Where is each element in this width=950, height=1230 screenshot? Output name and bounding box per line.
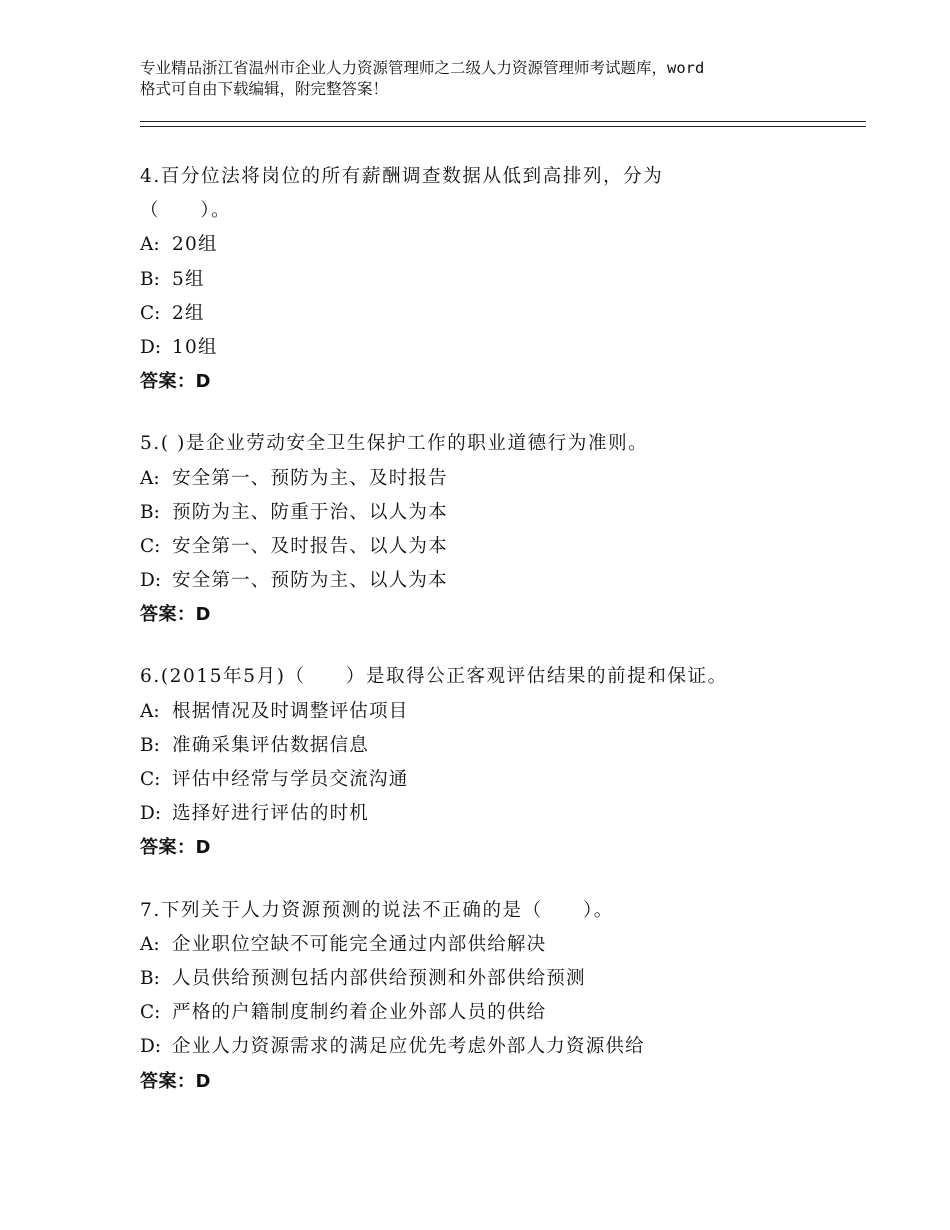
option-key: A: [140,700,160,722]
question-6 [140,660,866,865]
answer-line: 答案：D [140,371,211,393]
option-key: A: [140,234,160,256]
option-d [140,1030,866,1064]
option-key: B: [140,734,160,756]
option-a [140,928,866,962]
option-c [140,996,866,1030]
question-4 [140,160,866,399]
option-key: A: [140,933,160,955]
option-text: 20组 [172,234,218,256]
option-a [140,462,866,496]
option-a [140,695,866,729]
option-text: 根据情况及时调整评估项目 [172,700,409,722]
option-text: 预防为主、防重于治、以人为本 [172,501,448,523]
option-text: 企业人力资源需求的满足应优先考虑外部人力资源供给 [172,1036,645,1058]
option-text: 准确采集评估数据信息 [172,734,370,756]
option-d [140,331,866,365]
option-key: B: [140,268,160,290]
option-key: B: [140,967,160,989]
answer-line: 答案：D [140,837,211,859]
option-text: 选择好进行评估的时机 [172,803,370,825]
option-key: B: [140,501,160,523]
header-line-2: 格式可自由下载编辑，附完整答案！ [140,80,389,98]
option-text: 2组 [172,302,205,324]
header-double-rule [140,121,866,127]
option-c [140,297,866,331]
option-c [140,763,866,797]
option-d [140,564,866,598]
option-key: D: [140,803,162,825]
question-stem: 7.下列关于人力资源预测的说法不正确的是（ ）。 [140,899,614,921]
header-line-1: 专业精品浙江省温州市企业人力资源管理师之二级人力资源管理师考试题库，word [140,59,705,77]
option-key: D: [140,336,162,358]
answer-line: 答案：D [140,1070,211,1092]
option-b [140,962,866,996]
question-list [140,160,866,1127]
answer-line: 答案：D [140,604,211,626]
option-text: 人员供给预测包括内部供给预测和外部供给预测 [172,967,586,989]
option-b [140,263,866,297]
option-key: D: [140,570,162,592]
option-d [140,797,866,831]
option-text: 严格的户籍制度制约着企业外部人员的供给 [172,1002,547,1024]
option-text: 安全第一、及时报告、以人为本 [172,535,448,557]
option-a [140,228,866,262]
question-stem: 4.百分位法将岗位的所有薪酬调查数据从低到高排列，分为 [140,166,664,187]
option-b [140,496,866,530]
question-stem: 6.(2015年5月)（ ）是取得公正客观评估结果的前提和保证。 [140,666,728,688]
option-text: 评估中经常与学员交流沟通 [172,769,409,790]
option-key: C: [140,302,161,324]
option-text: 安全第一、预防为主、以人为本 [172,570,448,592]
option-text: 10组 [172,336,218,358]
option-key: C: [140,769,161,790]
question-stem: 5.( )是企业劳动安全卫生保护工作的职业道德行为准则。 [140,433,649,455]
option-text: 5组 [172,268,205,290]
question-7 [140,894,866,1099]
option-c [140,530,866,564]
option-key: C: [140,535,161,557]
option-key: C: [140,1002,161,1024]
option-text: 安全第一、预防为主、及时报告 [172,467,448,489]
option-text: 企业职位空缺不可能完全通过内部供给解决 [172,933,547,955]
question-stem: （ ）。 [140,200,232,222]
document-header [140,58,840,100]
option-key: A: [140,467,160,489]
question-5 [140,427,866,632]
option-key: D: [140,1036,162,1058]
option-b [140,729,866,763]
